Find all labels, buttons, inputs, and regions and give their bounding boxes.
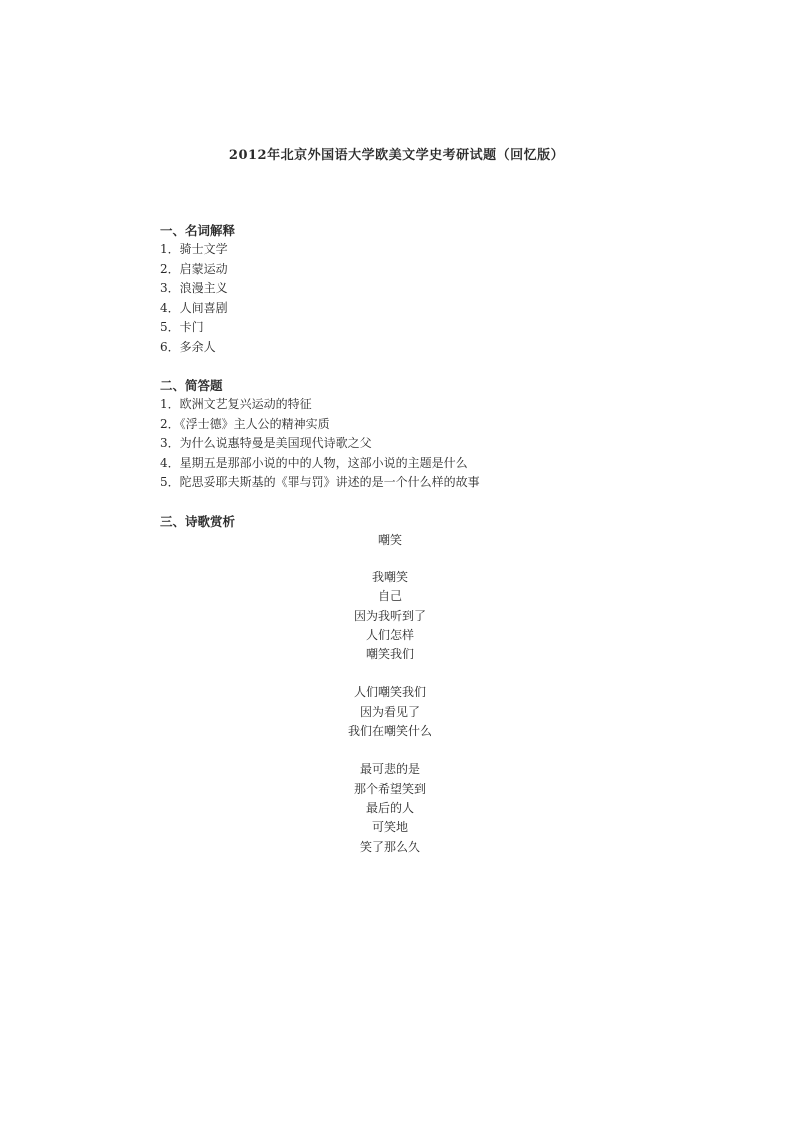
poem-line: 因为我听到了 bbox=[353, 608, 426, 623]
section-heading: 二、简答题 bbox=[160, 378, 223, 393]
section-poetry-appreciation bbox=[160, 512, 680, 531]
poem-stanza bbox=[0, 568, 780, 664]
section-term-definitions bbox=[160, 221, 680, 357]
list-item: 3．浪漫主义 bbox=[160, 281, 228, 295]
poem-line: 自己 bbox=[377, 589, 402, 604]
poem-stanza bbox=[0, 760, 780, 856]
poem-line: 因为看见了 bbox=[359, 704, 420, 719]
poem-line: 可笑地 bbox=[371, 820, 408, 835]
section-short-answer bbox=[160, 376, 680, 493]
list-item: 4．人间喜剧 bbox=[160, 300, 228, 315]
list-item: 6．多余人 bbox=[160, 339, 216, 354]
poem bbox=[0, 530, 780, 857]
list-item: 1．骑士文学 bbox=[160, 242, 228, 256]
document-title: 2012年北京外国语大学欧美文学史考研试题（回忆版） bbox=[228, 148, 565, 163]
list-item: 5．卡门 bbox=[160, 320, 204, 334]
list-item: 3．为什么说惠特曼是美国现代诗歌之父 bbox=[160, 436, 372, 450]
poem-line: 那个希望笑到 bbox=[353, 781, 426, 796]
poem-line: 我嘲笑 bbox=[371, 570, 408, 584]
list-item: 1．欧洲文艺复兴运动的特征 bbox=[160, 397, 312, 411]
list-item: 2．启蒙运动 bbox=[160, 261, 228, 276]
poem-line: 笑了那么久 bbox=[359, 839, 420, 854]
poem-line: 嘲笑我们 bbox=[365, 647, 414, 662]
poem-line: 人们嘲笑我们 bbox=[353, 685, 426, 700]
list-item: 4．星期五是那部小说的中的人物，这部小说的主题是什么 bbox=[160, 455, 468, 470]
section-heading: 一、名词解释 bbox=[160, 223, 236, 238]
poem-line: 人们怎样 bbox=[365, 627, 414, 642]
poem-line: 我们在嘲笑什么 bbox=[347, 724, 432, 739]
poem-stanza bbox=[0, 683, 780, 741]
poem-line: 最可悲的是 bbox=[359, 762, 420, 777]
poem-title: 嘲笑 bbox=[377, 533, 402, 547]
section-heading: 三、诗歌赏析 bbox=[160, 514, 236, 529]
poem-line: 最后的人 bbox=[365, 800, 414, 815]
list-item: 5．陀思妥耶夫斯基的《罪与罚》讲述的是一个什么样的故事 bbox=[160, 475, 480, 489]
list-item: 2．《浮士德》主人公的精神实质 bbox=[160, 416, 330, 431]
